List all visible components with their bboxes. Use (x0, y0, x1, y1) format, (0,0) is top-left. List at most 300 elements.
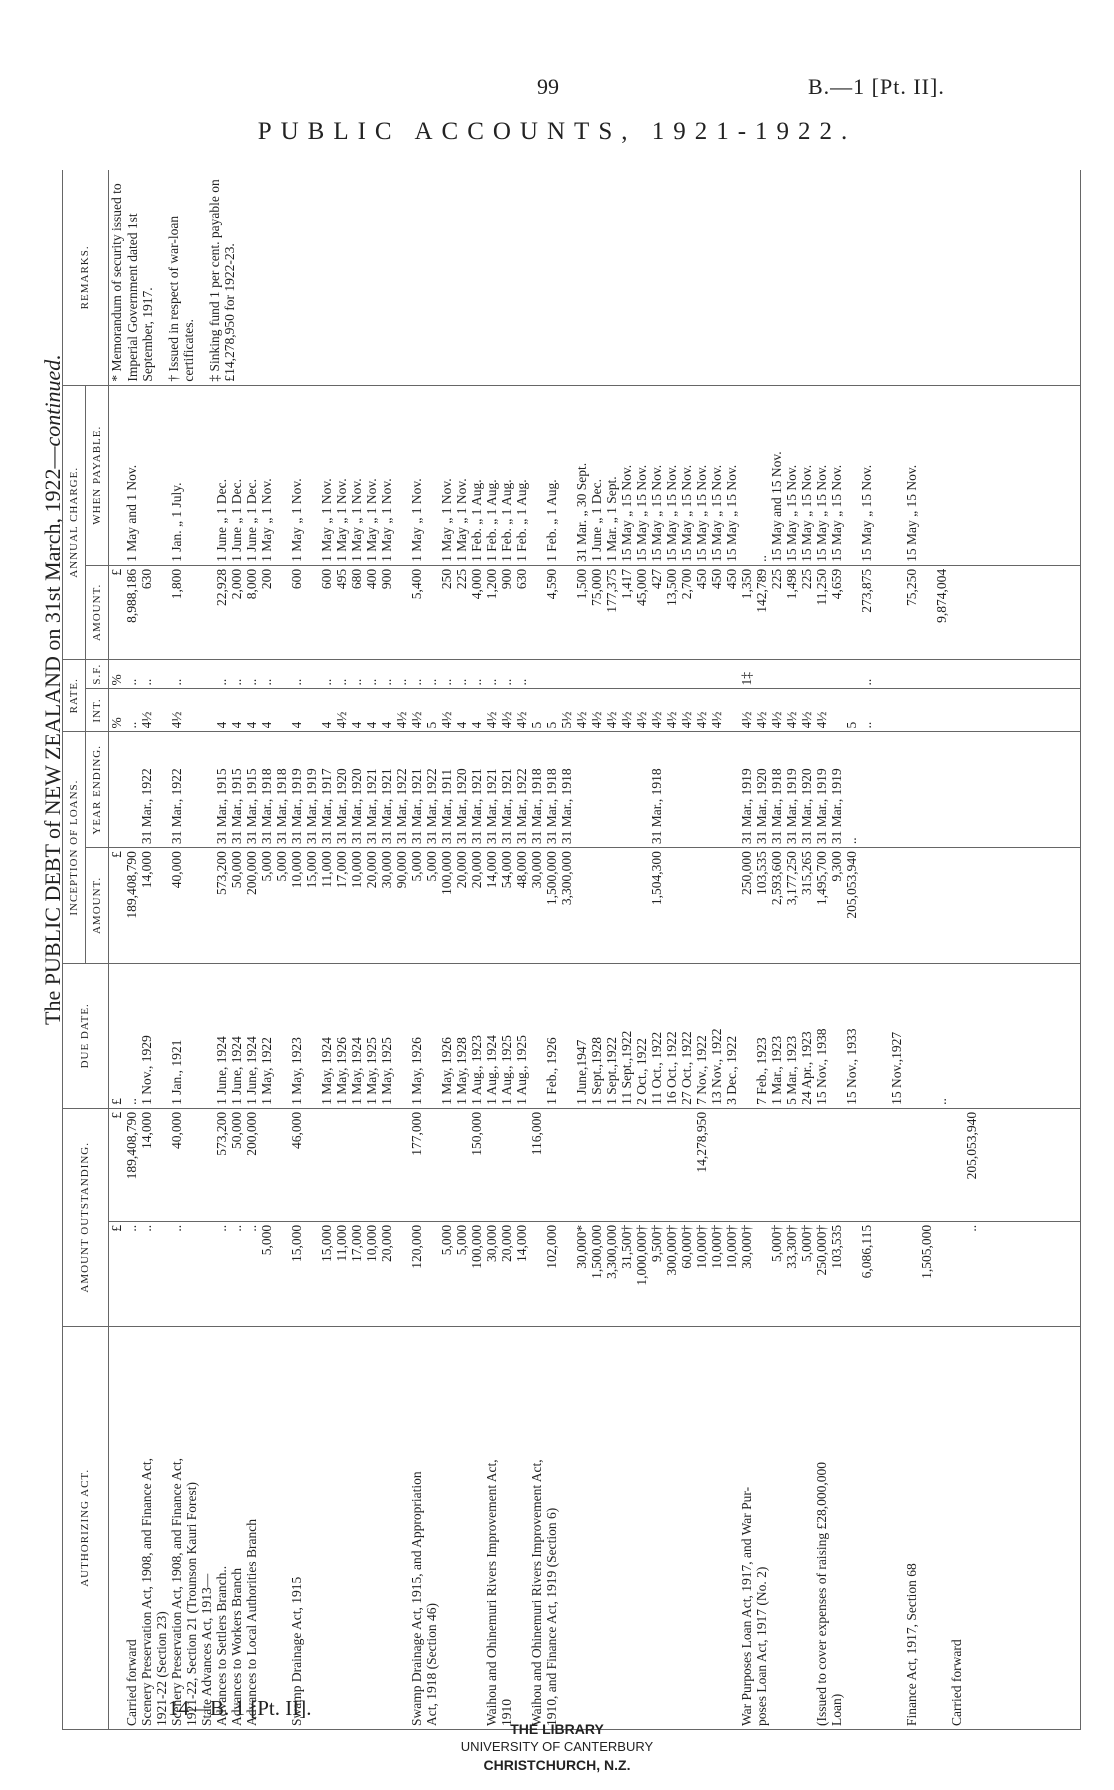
when-line: 1 May „ 1 Nov. (259, 478, 274, 562)
act-line (859, 1330, 874, 1726)
ann-amount-line (184, 569, 199, 656)
due-line: 1 June, 1924 (229, 1036, 244, 1105)
col-outstanding-total (109, 1108, 1081, 1221)
when-line: 1 May „ 1 Nov. (454, 478, 469, 562)
outstanding-line (184, 1225, 199, 1323)
inc-year-line: 31 Mar., 1922 (394, 768, 409, 845)
when-line (139, 389, 154, 562)
outstanding-total-line (439, 1112, 454, 1218)
inc-amount-line (604, 851, 619, 960)
col-act (109, 1326, 1081, 1729)
outstanding-line: .. (124, 1224, 139, 1232)
act-line (574, 1330, 589, 1726)
int-line: % (109, 717, 124, 729)
due-line: 1 May, 1924 (349, 1037, 364, 1105)
due-line: 1 May, 1928 (454, 1037, 469, 1105)
inc-year-line: 31 Mar., 1918 (649, 768, 664, 845)
int-line: 4 (229, 721, 244, 729)
int-line (304, 692, 319, 728)
inc-year-line: 31 Mar., 1921 (379, 768, 394, 845)
when-line (874, 389, 889, 562)
ann-amount-line: 600 (289, 568, 304, 590)
act-line: Act, 1918 (Section 46) (424, 1603, 439, 1726)
sf-line (784, 663, 799, 686)
ann-amount-line: 5,400 (409, 568, 424, 600)
ann-amount-line: 250 (439, 568, 454, 590)
when-line (529, 389, 544, 562)
ann-amount-line: 11,250 (814, 568, 829, 606)
when-line: 15 May „ 15 Nov. (829, 464, 844, 562)
inc-year-line: 31 Mar., 1918 (529, 768, 544, 845)
act-line (709, 1330, 724, 1726)
outstanding-total-line (394, 1112, 409, 1218)
outstanding-line: 17,000 (349, 1224, 364, 1262)
due-line (874, 967, 889, 1105)
ann-amount-line: 4,659 (829, 568, 844, 600)
due-line (154, 967, 169, 1105)
int-line: 4½ (574, 711, 589, 729)
outstanding-line: 10,000† (694, 1224, 709, 1269)
due-line: 2 Oct., 1922 (634, 1038, 649, 1105)
sf-line (709, 663, 724, 686)
act-line: Scenery Preservation Act, 1908, and Finance Act, (139, 1457, 154, 1726)
outstanding-line (394, 1225, 409, 1323)
sf-line: .. (139, 678, 154, 686)
inc-amount-line: 1,500,000 (544, 851, 559, 906)
inc-amount-line (619, 851, 634, 960)
ann-amount-line: 427 (649, 568, 664, 590)
ann-amount-line: 75,000 (589, 568, 604, 606)
inc-year-line (694, 736, 709, 845)
inc-year-line: 31 Mar., 1919 (739, 768, 754, 845)
inc-amount-line: 48,000 (514, 851, 529, 889)
inc-amount-line: 10,000 (289, 851, 304, 889)
col-header-sf: S.F. (86, 659, 109, 689)
act-line (349, 1330, 364, 1726)
ann-amount-line (844, 569, 859, 656)
sf-line: .. (349, 678, 364, 686)
ann-amount-line: 2,000 (229, 568, 244, 600)
due-line: 15 Nov., 1933 (844, 1028, 859, 1105)
due-line: 1 May, 1924 (319, 1037, 334, 1105)
due-line: 1 Sept.,1922 (604, 1037, 619, 1105)
int-line: 4½ (634, 711, 649, 729)
when-line: 1 May „ 1 Nov. (364, 478, 379, 562)
outstanding-total-line (154, 1112, 169, 1218)
outstanding-line: 15,000 (319, 1224, 334, 1262)
inc-year-line (604, 736, 619, 845)
outstanding-total-line: 205,053,940 (964, 1111, 979, 1180)
outstanding-total-line (889, 1112, 904, 1218)
outstanding-total-line: 116,000 (529, 1111, 544, 1156)
public-debt-table (62, 170, 1058, 1730)
outstanding-total-line (499, 1112, 514, 1218)
act-line (109, 1330, 124, 1726)
sf-line (754, 663, 769, 686)
inc-amount-line: 573,200 (214, 851, 229, 895)
ann-amount-line: 13,500 (664, 568, 679, 606)
outstanding-total-line (349, 1112, 364, 1218)
inc-amount-line: 20,000 (454, 851, 469, 889)
act-line (874, 1330, 889, 1726)
table-title-main: The PUBLIC DEBT of NEW ZEALAND on 31st March, 1922— (40, 446, 65, 1025)
outstanding-total-line (334, 1112, 349, 1218)
due-line: 1 May, 1923 (289, 1037, 304, 1105)
when-line: 1 May „ 1 Nov. (289, 478, 304, 562)
int-line: 4 (244, 721, 259, 729)
library-stamp-line-3: CHRISTCHURCH, N.Z. (483, 1757, 631, 1773)
inc-amount-line: 205,053,940 (844, 851, 859, 919)
when-line (109, 389, 124, 562)
inc-year-line: 31 Mar., 1920 (454, 768, 469, 845)
inc-amount-line: 11,000 (319, 851, 334, 888)
inc-year-line: 31 Mar., 1919 (814, 768, 829, 845)
due-line: 1 June, 1924 (214, 1036, 229, 1105)
int-line: 4½ (409, 711, 424, 729)
ann-amount-line: 4,000 (469, 568, 484, 600)
outstanding-total-line: 150,000 (469, 1111, 484, 1156)
sf-line (544, 663, 559, 686)
inc-year-line (724, 736, 739, 845)
int-line: 4½ (439, 711, 454, 729)
sf-line: .. (289, 678, 304, 686)
outstanding-line (844, 1225, 859, 1323)
outstanding-total-line (919, 1112, 934, 1218)
sf-line (634, 663, 649, 686)
due-line: 1 Aug., 1925 (499, 1035, 514, 1105)
col-ann-amount (109, 565, 1081, 659)
outstanding-total-line (664, 1112, 679, 1218)
inc-year-line: 31 Mar., 1918 (769, 768, 784, 845)
act-line: Advances to Settlers Branch.. (214, 1565, 229, 1726)
inc-year-line: 31 Mar., 1919 (829, 768, 844, 845)
outstanding-line: 5,000 (439, 1224, 454, 1256)
outstanding-line: 5,000 (454, 1224, 469, 1256)
int-line: 4½ (499, 711, 514, 729)
outstanding-total-line: 50,000 (229, 1111, 244, 1150)
act-line (934, 1330, 949, 1726)
ann-amount-line: 22,928 (214, 568, 229, 606)
outstanding-line: 103,535 (829, 1224, 844, 1269)
outstanding-line: 20,000 (499, 1224, 514, 1262)
due-line: 13 Nov., 1922 (709, 1028, 724, 1105)
outstanding-total-line (934, 1112, 949, 1218)
outstanding-line: 30,000† (739, 1224, 754, 1269)
due-line: 7 Feb., 1923 (754, 1037, 769, 1105)
sf-line: 1‡ (739, 671, 754, 686)
inc-amount-line (724, 851, 739, 960)
outstanding-total-line (544, 1112, 559, 1218)
outstanding-line (154, 1225, 169, 1323)
inc-year-line: 31 Mar., 1915 (244, 768, 259, 845)
sf-line: .. (439, 678, 454, 686)
inc-amount-line (679, 851, 694, 960)
outstanding-total-line (619, 1112, 634, 1218)
when-line: 15 May „ 15 Nov. (619, 464, 634, 562)
outstanding-line: .. (169, 1224, 184, 1232)
sf-line (559, 663, 574, 686)
when-line (199, 389, 214, 562)
inc-amount-line: 15,000 (304, 851, 319, 889)
outstanding-total-line: 200,000 (244, 1111, 259, 1156)
sf-line (664, 663, 679, 686)
ann-amount-line (199, 569, 214, 656)
when-line (889, 389, 904, 562)
sf-line: .. (514, 678, 529, 686)
act-line (604, 1330, 619, 1726)
inc-amount-line: 40,000 (169, 851, 184, 889)
inc-year-line (109, 736, 124, 845)
col-header-rate: RATE. (63, 659, 86, 732)
sf-line: .. (364, 678, 379, 686)
ann-amount-line: 450 (709, 568, 724, 590)
act-line: State Advances Act, 1913— (199, 1573, 214, 1726)
int-line: 4½ (589, 711, 604, 729)
due-line: 1 Aug., 1923 (469, 1035, 484, 1105)
int-line: .. (859, 721, 874, 729)
act-line (319, 1330, 334, 1726)
inc-year-line: 31 Mar., 1911 (439, 768, 454, 845)
outstanding-total-line (574, 1112, 589, 1218)
act-line (889, 1330, 904, 1726)
when-line: 1 May „ 1 Nov. (379, 478, 394, 562)
ann-amount-line: 8,000 (244, 568, 259, 600)
act-line: Waihou and Ohinemuri Rivers Improvement Act, (529, 1459, 544, 1726)
outstanding-line: 30,000* (574, 1224, 589, 1269)
inc-year-line (574, 736, 589, 845)
sf-line: .. (859, 678, 874, 686)
inc-year-line: .. (844, 837, 859, 845)
outstanding-line: .. (214, 1224, 229, 1232)
sf-line (574, 663, 589, 686)
ann-amount-line (394, 569, 409, 656)
int-line: 4 (289, 721, 304, 729)
when-line: 1 Feb. „ 1 Aug. (514, 479, 529, 562)
due-line: 1 May, 1926 (409, 1037, 424, 1105)
int-line (829, 692, 844, 728)
act-line (844, 1330, 859, 1726)
outstanding-line: 30,000 (484, 1224, 499, 1262)
document-reference: B.—1 [Pt. II]. (808, 74, 945, 99)
int-line: 4½ (664, 711, 679, 729)
outstanding-line: 300,000† (664, 1224, 679, 1276)
act-line (649, 1330, 664, 1726)
outstanding-total-line (634, 1112, 649, 1218)
inc-amount-line: 30,000 (379, 851, 394, 889)
inc-year-line: 31 Mar., 1920 (799, 768, 814, 845)
act-line: 1921-22, Section 21 (Trounson Kauri Forest) (184, 1482, 199, 1726)
sf-line (844, 663, 859, 686)
outstanding-line (904, 1225, 919, 1323)
act-line (514, 1330, 529, 1726)
sf-line: .. (259, 678, 274, 686)
when-line: 1 Feb. „ 1 Aug. (544, 479, 559, 562)
sf-line (184, 663, 199, 686)
act-line: Carried forward (124, 1639, 139, 1726)
sf-line: .. (124, 678, 139, 686)
due-line (304, 967, 319, 1105)
inc-amount-line: 10,000 (349, 851, 364, 889)
inc-amount-line: 90,000 (394, 851, 409, 889)
sf-line (604, 663, 619, 686)
int-line: 4½ (484, 711, 499, 729)
outstanding-total-line (199, 1112, 214, 1218)
int-line: .. (124, 721, 139, 729)
ann-amount-line: 1,498 (784, 568, 799, 600)
inc-amount-line (154, 851, 169, 960)
outstanding-total-line (604, 1112, 619, 1218)
int-line: 4½ (649, 711, 664, 729)
act-line: Advances to Local Authorities Branch (244, 1519, 259, 1726)
outstanding-total-line (424, 1112, 439, 1218)
outstanding-total-line: £ (109, 1111, 124, 1119)
outstanding-line: .. (139, 1224, 154, 1232)
inc-year-line: 31 Mar., 1921 (364, 768, 379, 845)
act-line (439, 1330, 454, 1726)
when-line (394, 389, 409, 562)
sf-line: % (109, 674, 124, 686)
act-line: (Issued to cover expenses of raising £28,000,000 (814, 1462, 829, 1726)
inc-amount-line: 14,000 (484, 851, 499, 889)
due-line: 15 Nov.,1927 (889, 1031, 904, 1105)
sf-line: .. (169, 678, 184, 686)
outstanding-total-line (784, 1112, 799, 1218)
inc-year-line: 31 Mar., 1918 (274, 768, 289, 845)
outstanding-line (949, 1225, 964, 1323)
outstanding-line: 20,000 (379, 1224, 394, 1262)
act-line (379, 1330, 394, 1726)
outstanding-line: 1,000,000† (634, 1224, 649, 1286)
outstanding-total-line (859, 1112, 874, 1218)
sf-line (799, 663, 814, 686)
inc-amount-line: 200,000 (244, 851, 259, 895)
ann-amount-line (529, 569, 544, 656)
due-line: 24 Apr., 1923 (799, 1031, 814, 1105)
when-line: 15 May „ 15 Nov. (649, 464, 664, 562)
outstanding-line (529, 1225, 544, 1323)
sf-line (814, 663, 829, 686)
int-line: 5½ (559, 711, 574, 729)
ann-amount-line: 1,500 (574, 568, 589, 600)
inc-amount-line: 14,000 (139, 851, 154, 889)
ann-amount-line: 400 (364, 568, 379, 590)
inc-year-line: 31 Mar., 1920 (349, 768, 364, 845)
due-line (424, 967, 439, 1105)
sf-line (304, 663, 319, 686)
inc-year-line (709, 736, 724, 845)
outstanding-total-line (814, 1112, 829, 1218)
due-line: 1 Feb., 1926 (544, 1037, 559, 1105)
col-remarks (109, 170, 1081, 385)
inc-year-line (619, 736, 634, 845)
when-line (274, 389, 289, 562)
page-title: PUBLIC ACCOUNTS, 1921-1922. (257, 118, 857, 145)
inc-amount-line (184, 851, 199, 960)
sf-line (529, 663, 544, 686)
inc-year-line: 31 Mar., 1919 (304, 768, 319, 845)
remarks-line: † Issued in respect of war-loan certificates. (165, 215, 197, 382)
act-line (334, 1330, 349, 1726)
ann-amount-line: 1,800 (169, 568, 184, 600)
ann-amount-line: 900 (499, 568, 514, 590)
due-line (274, 967, 289, 1105)
due-line: 1 May, 1922 (259, 1037, 274, 1105)
outstanding-line: 9,500† (649, 1224, 664, 1262)
when-line: 31 Mar. „ 30 Sept. (574, 462, 589, 562)
when-line: 15 May „ 15 Nov. (634, 464, 649, 562)
outstanding-total-line (844, 1112, 859, 1218)
ann-amount-line: 177,375 (604, 568, 619, 613)
outstanding-total-line (304, 1112, 319, 1218)
ann-amount-line: £ (109, 568, 124, 576)
outstanding-line: 1,505,000 (919, 1224, 934, 1279)
outstanding-total-line (904, 1112, 919, 1218)
int-line: 4½ (334, 711, 349, 729)
due-line: 1 June,1947 (574, 1039, 589, 1105)
outstanding-line (274, 1225, 289, 1323)
due-line: 1 Aug., 1924 (484, 1035, 499, 1105)
ann-amount-line (559, 569, 574, 656)
when-line: 1 May „ 1 Nov. (319, 478, 334, 562)
due-line: .. (934, 1098, 949, 1105)
sf-line (199, 663, 214, 686)
outstanding-total-line (319, 1112, 334, 1218)
int-line: 4 (379, 721, 394, 729)
inc-year-line: 31 Mar., 1918 (259, 768, 274, 845)
act-line: Finance Act, 1917, Section 68 (904, 1563, 919, 1726)
due-line (739, 967, 754, 1105)
ann-amount-line: 680 (349, 568, 364, 590)
col-header-act: AUTHORIZING ACT. (63, 1326, 109, 1729)
act-line (619, 1330, 634, 1726)
ann-amount-line (424, 569, 439, 656)
when-line: 15 May „ 15 Nov. (814, 464, 829, 562)
when-line: 1 June „ 1 Dec. (244, 478, 259, 562)
inc-amount-line (664, 851, 679, 960)
due-line: 1 June, 1924 (244, 1036, 259, 1105)
inc-amount-line: 103,535 (754, 851, 769, 895)
when-line: 15 May „ 15 Nov. (859, 464, 874, 562)
due-line: £ (109, 1098, 124, 1105)
sf-line: .. (214, 678, 229, 686)
ann-amount-line (154, 569, 169, 656)
inc-amount-line: 100,000 (439, 851, 454, 895)
ann-amount-line: 225 (769, 568, 784, 590)
when-line (919, 389, 934, 562)
int-line: 4 (469, 721, 484, 729)
ann-amount-line: 630 (514, 568, 529, 590)
outstanding-total-line (709, 1112, 724, 1218)
inc-year-line: 31 Mar., 1922 (169, 768, 184, 845)
due-line: 1 Mar., 1923 (769, 1035, 784, 1105)
col-when (109, 385, 1081, 565)
inc-amount-line: 20,000 (364, 851, 379, 889)
int-line: 4½ (814, 711, 829, 729)
act-line (784, 1330, 799, 1726)
when-line (934, 389, 949, 562)
due-line: 1 Nov., 1929 (139, 1035, 154, 1105)
sf-line (589, 663, 604, 686)
outstanding-total-line (874, 1112, 889, 1218)
int-line (199, 692, 214, 728)
inc-year-line (199, 736, 214, 845)
act-line (394, 1330, 409, 1726)
outstanding-total-line: 573,200 (214, 1111, 229, 1156)
int-line: 5 (844, 721, 859, 729)
inc-year-line: 31 Mar., 1919 (784, 768, 799, 845)
outstanding-total-line: 40,000 (169, 1111, 184, 1150)
outstanding-total-line (514, 1112, 529, 1218)
